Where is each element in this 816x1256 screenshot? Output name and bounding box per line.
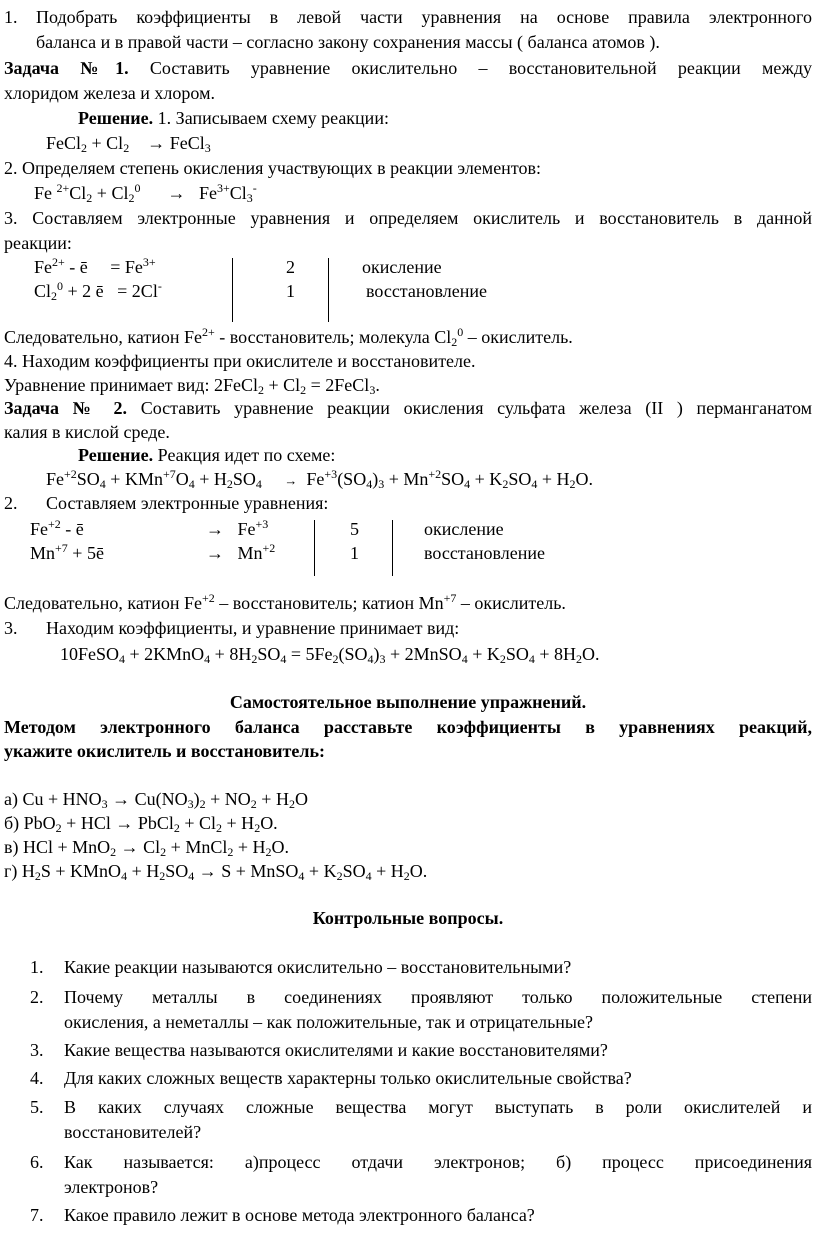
exercise-c: в) HCl + MnO2 → Cl2 + MnCl2 + H2O.	[4, 837, 289, 859]
task1-balance-divider-1	[232, 258, 233, 322]
intro-line1: Подобрать коэффициенты в левой части уравнения на основе правила электронного	[36, 7, 812, 27]
task1-conclusion-a: Следовательно, катион Fe	[4, 327, 202, 347]
self-work-title: Самостоятельное выполнение упражнений.	[229, 692, 587, 712]
task2-balance-divider-1	[314, 520, 315, 576]
task1-header	[4, 57, 812, 79]
question-4-line1: Для каких сложных веществ характерны только окислительные свойства?	[64, 1068, 632, 1088]
task1-conclusion-b: - восстановитель; молекула Cl	[214, 327, 452, 347]
task2-coef-2: 1	[350, 543, 359, 563]
task2-text-line1: Составить уравнение реакции окисления сульфата железа (II ) перманганатом	[140, 398, 813, 418]
question-5-num: 5.	[30, 1097, 44, 1117]
task2-conclusion-b: – восстановитель; катион Mn	[214, 593, 444, 613]
exercise-d: г) H2S + KMnO4 + H2SO4 → S + MnSO4 + K2SO4 + H2O.	[4, 861, 428, 883]
question-2-num: 2.	[30, 987, 44, 1007]
task1-step4: 4. Находим коэффициенты при окислителе и восстановителе.	[4, 351, 476, 371]
task2-label: Задача № 2.	[4, 398, 128, 418]
task2-process-2: восстановление	[424, 543, 545, 563]
task1-conclusion-c: – окислитель.	[463, 327, 573, 347]
task2-scheme: $Fe^{+2}SO4 + KMn^{+7}O4 + H2SO4$ → $Fe^{+3}(SO4)3 + Mn^{+2}SO4 + K2SO4 + H2O$.	[46, 467, 593, 491]
task1-balance-divider-2	[328, 258, 329, 322]
task1-text-line1: Составить уравнение окислительно – восстановительной реакции между	[149, 58, 813, 78]
question-6-num: 6.	[30, 1152, 44, 1172]
exercise-a: а) Cu + HNO3 → Cu(NO3)2 + NO2 + H2O	[4, 789, 308, 811]
task2-conclusion-a: Следовательно, катион Fe	[4, 593, 202, 613]
task2-step2-text: Составляем электронные уравнения:	[46, 493, 329, 513]
task1-label: Задача №1.	[4, 58, 129, 78]
task2-solution	[78, 444, 335, 466]
task2-final-equation: 10FeSO4 + 2KMnO4 + 8H2SO4 = 5Fe2(SO4)3 + 2MnSO4 + K2SO4 + 8H2O.	[60, 644, 600, 666]
task2-half-reaction-1: $Fe^{+2}$ - ē	[30, 517, 84, 539]
task1-half-reaction-1: $Fe^{2+}$ - ē = $Fe^{3+}$	[34, 255, 156, 277]
question-7-num: 7.	[30, 1205, 44, 1225]
question-3-num: 3.	[30, 1040, 44, 1060]
question-2-line1: Почему металлы в соединениях проявляют только положительные степени	[64, 987, 812, 1007]
task2-solution-label: Решение.	[78, 445, 154, 465]
task1-step3-line1: 3. Составляем электронные уравнения и определяем окислитель и восстановитель в данной	[4, 208, 812, 228]
task1-process-2: восстановление	[366, 281, 487, 301]
task1-half-reaction-2: $Cl2^0 + 2$ ē = 2Cl-	[34, 279, 162, 303]
question-1-line1: Какие реакции называются окислительно – восстановительными?	[64, 957, 572, 977]
task1-text-line2: хлоридом железа и хлором.	[4, 83, 215, 103]
task1-step3-line2: реакции:	[4, 233, 72, 253]
task1-solution-label: Решение.	[78, 108, 154, 128]
task1-result-prefix: Уравнение принимает вид: 2FeCl	[4, 375, 258, 395]
task2-step2-num: 2.	[4, 493, 18, 513]
question-1-num: 1.	[30, 957, 44, 977]
task2-step3-text: Находим коэффициенты, и уравнение принимает вид:	[46, 618, 460, 638]
task2-conclusion: Следовательно, катион $Fe^{+2}$ – восстановитель; катион $Mn^{+7}$ – окислитель.	[4, 591, 566, 613]
question-5-line2: восстановителей?	[64, 1122, 202, 1142]
question-3-line1: Какие вещества называются окислителями и какие восстановителями?	[64, 1040, 608, 1060]
task2-coef-1: 5	[350, 519, 359, 539]
task1-solution	[78, 107, 389, 129]
task1-step2: 2. Определяем степень окисления участвующих в реакции элементов:	[4, 158, 541, 178]
task1-process-1: окисление	[362, 257, 442, 277]
task2-process-1: окисление	[424, 519, 504, 539]
control-title: Контрольные вопросы.	[312, 908, 504, 928]
question-4-num: 4.	[30, 1068, 44, 1088]
task2-balance-divider-2	[392, 520, 393, 576]
task1-oxidation-states: Fe $^{2+}Cl2 + Cl2^0$ → $Fe^{3+}Cl3^-$	[34, 181, 257, 205]
question-5-line1: В каких случаях сложные вещества могут выступать в роли окислителей и	[64, 1097, 812, 1117]
task2-header	[4, 397, 812, 419]
task1-coef-2: 1	[286, 281, 295, 301]
question-6-line1: Как называется: а)процесс отдачи электронов; б) процесс присоединения	[64, 1152, 812, 1172]
intro-num: 1.	[4, 7, 18, 27]
task2-conclusion-c: – окислитель.	[456, 593, 566, 613]
question-6-line2: электронов?	[64, 1177, 159, 1197]
task1-scheme: FeCl2 + Cl2 → FeCl3	[46, 133, 211, 155]
task2-half-reaction-2: $Mn^{+7}$ + 5ē	[30, 541, 104, 563]
task1-conclusion: Следовательно, катион $Fe^{2+}$ - восстановитель; молекула $Cl2^0$ – окислитель.	[4, 325, 573, 349]
self-work-instr-line2: укажите окислитель и восстановитель:	[4, 741, 325, 761]
task2-step3-num: 3.	[4, 618, 18, 638]
intro-line2: баланса и в правой части – согласно закону сохранения массы ( баланса атомов ).	[36, 32, 660, 52]
question-7-line1: Какое правило лежит в основе метода электронного баланса?	[64, 1205, 535, 1225]
question-2-line2: окисления, а неметаллы – как положительные, так и отрицательные?	[64, 1012, 593, 1032]
exercise-b: б) PbO2 + HCl → PbCl2 + Cl2 + H2O.	[4, 813, 278, 835]
task2-solution-text: Реакция идет по схеме:	[157, 445, 336, 465]
task2-text-line2: калия в кислой среде.	[4, 422, 170, 442]
task1-result: Уравнение принимает вид: 2FeCl2 + Cl2 = 2FeCl3.	[4, 375, 380, 397]
task1-coef-1: 2	[286, 257, 295, 277]
self-work-instr-line1: Методом электронного баланса расставьте коэффициенты в уравнениях реакций,	[4, 717, 812, 737]
task1-step1: 1. Записываем схему реакции:	[157, 108, 389, 128]
task2-half-reaction-1-right: → $Fe^{+3}$	[206, 517, 269, 539]
task2-half-reaction-2-right: → $Mn^{+2}$	[206, 541, 276, 563]
